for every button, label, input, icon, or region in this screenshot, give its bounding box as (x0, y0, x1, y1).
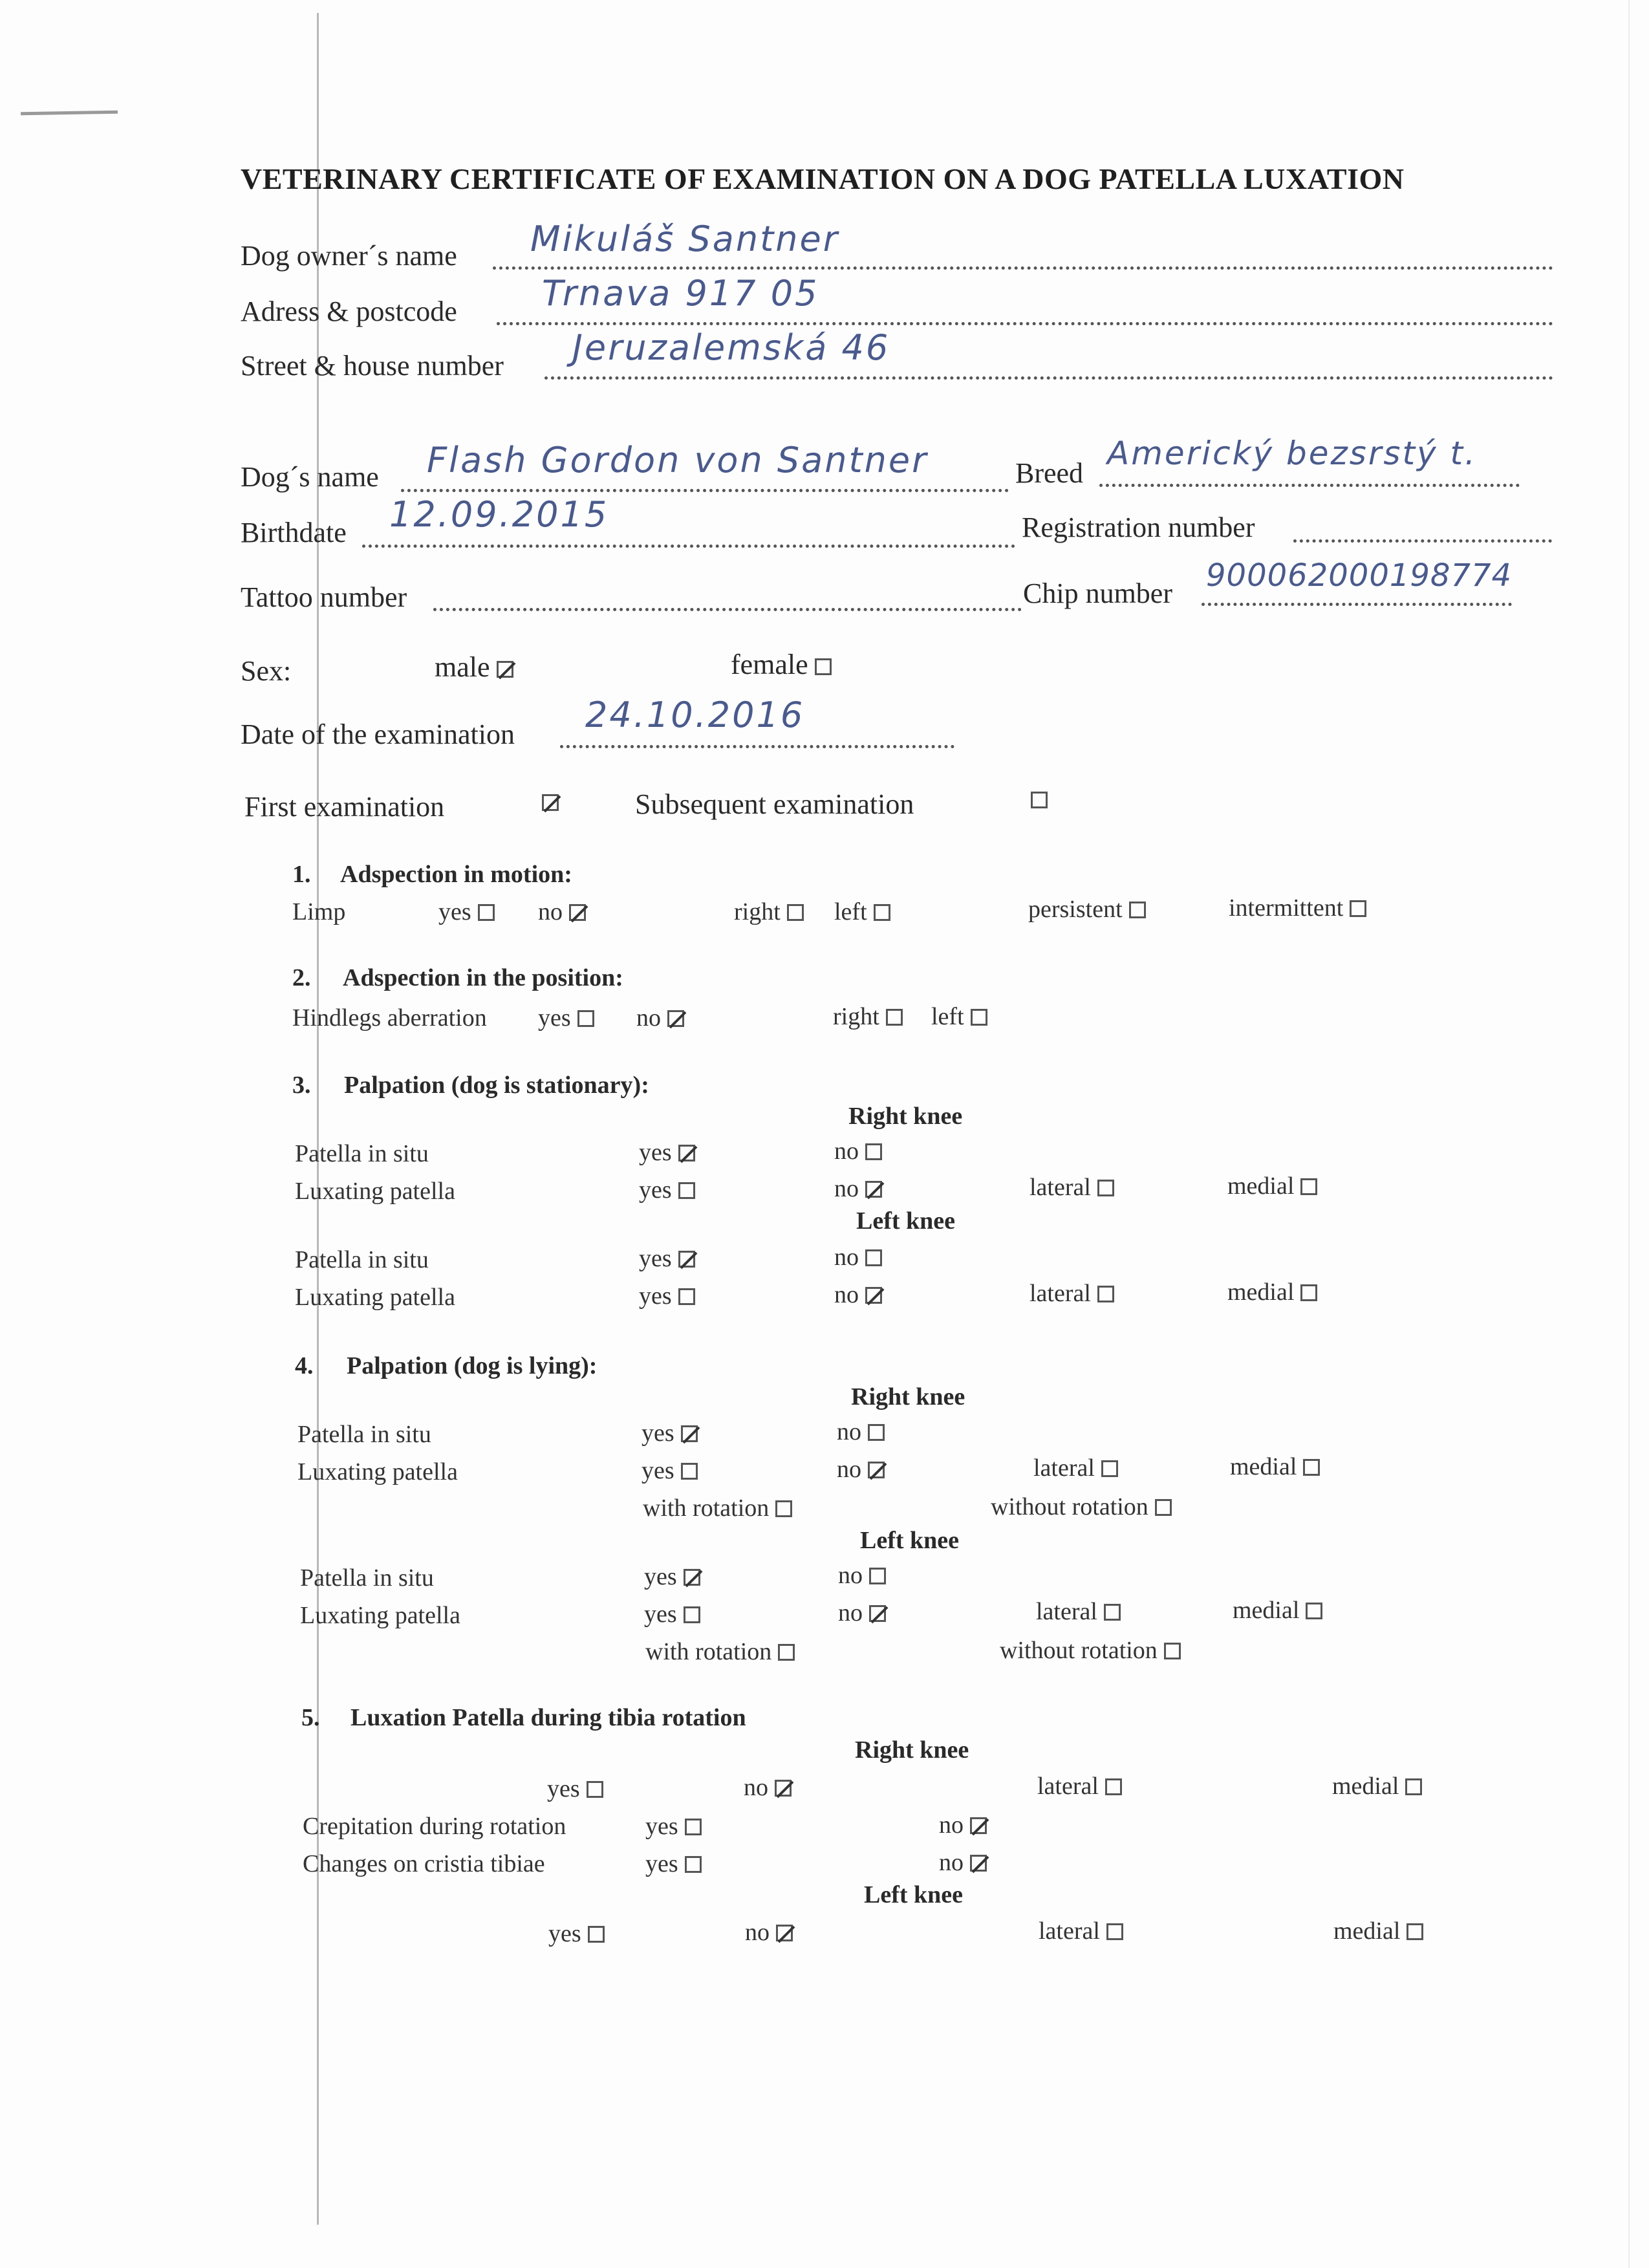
exam-date-label: Date of the examination (241, 718, 515, 750)
s3-lk-luxating-label: Luxating patella (295, 1284, 455, 1311)
s4-rk-luxating-yes-checkbox[interactable] (681, 1463, 698, 1480)
s4-lk-patella-yes-label: yes (644, 1563, 677, 1590)
s5-changes-label: Changes on cristia tibiae (303, 1850, 545, 1877)
registration-label: Registration number (1022, 512, 1255, 543)
s3-lk-luxating-yes[interactable] (639, 1282, 695, 1310)
s4-lk-without-rotation-checkbox[interactable] (1164, 1643, 1181, 1659)
sex-label: Sex: (241, 655, 292, 687)
s3-rk-patella-yes-label: yes (639, 1139, 672, 1166)
s2-number: 2. (292, 964, 311, 991)
chip-label: Chip number (1023, 578, 1172, 609)
s5-title: Luxation Patella during tibia rotation (350, 1704, 746, 1731)
s3-rk-medial-label: medial (1227, 1172, 1295, 1200)
s4-rk-patella-yes[interactable] (641, 1419, 698, 1447)
s4-lk-patella-no[interactable] (838, 1561, 886, 1590)
s1-no-checkbox[interactable] (569, 904, 586, 921)
first-exam-label: First examination (244, 791, 445, 823)
exam-date-value[interactable]: 24.10.2016 (585, 695, 805, 735)
s1-intermittent-checkbox[interactable] (1350, 900, 1366, 917)
subsequent-exam-option[interactable] (1024, 792, 1048, 810)
s2-no-checkbox[interactable] (667, 1010, 684, 1027)
s5-lk-lateral[interactable] (1039, 1917, 1123, 1945)
sex-female-checkbox[interactable] (815, 658, 832, 675)
s4-rk-with-rotation-checkbox[interactable] (775, 1500, 792, 1517)
s4-lk-medial-checkbox[interactable] (1306, 1603, 1322, 1619)
s4-lk-without-rotation[interactable] (1000, 1636, 1181, 1665)
s5-crepitation-no-label: no (939, 1811, 964, 1839)
s5-crepitation-yes[interactable] (645, 1812, 702, 1841)
s1-yes-option[interactable] (438, 898, 495, 926)
s5-lk-no-checkbox[interactable] (776, 1925, 793, 1941)
s4-rk-without-rotation-checkbox[interactable] (1155, 1499, 1172, 1516)
s2-title: Adspection in the position: (343, 964, 623, 991)
s1-persistent-option[interactable] (1028, 895, 1146, 923)
s3-lk-patella-no-label: no (834, 1244, 859, 1271)
s1-yes-label: yes (438, 898, 471, 925)
s1-limp-label: Limp (292, 898, 346, 925)
s4-rk-with-rotation-label: with rotation (643, 1495, 770, 1522)
breed-line (1099, 484, 1520, 487)
s3-lk-patella-label: Patella in situ (295, 1246, 429, 1273)
s5-changes-no-checkbox[interactable] (970, 1855, 987, 1872)
s1-right-option[interactable] (734, 898, 804, 926)
s4-lk-with-rotation-label: with rotation (645, 1638, 772, 1665)
s3-rk-luxating-no-checkbox[interactable] (865, 1181, 882, 1198)
s5-lk-yes-checkbox[interactable] (588, 1926, 605, 1943)
s3-rk-medial-checkbox[interactable] (1300, 1178, 1317, 1195)
s5-rk-lateral[interactable] (1037, 1772, 1122, 1800)
s5-lk-no-label: no (745, 1919, 770, 1946)
binding-margin-line (317, 13, 319, 2225)
s4-rk-without-rotation-label: without rotation (991, 1493, 1148, 1520)
s5-rk-yes-label: yes (547, 1775, 580, 1802)
s5-changes-yes-label: yes (645, 1850, 678, 1877)
s4-lk-lateral[interactable] (1036, 1597, 1121, 1626)
address-label: Adress & postcode (241, 296, 457, 327)
s3-lk-patella-no[interactable] (834, 1243, 882, 1271)
s5-crepitation-no-checkbox[interactable] (970, 1817, 987, 1834)
s1-persistent-label: persistent (1028, 896, 1123, 923)
s3-rk-luxating-yes-checkbox[interactable] (678, 1182, 695, 1199)
s5-rk-lateral-label: lateral (1037, 1773, 1099, 1800)
scan-edge-line (1628, 0, 1630, 2268)
s1-right-checkbox[interactable] (787, 904, 804, 921)
street-value[interactable]: Jeruzalemská 46 (572, 327, 890, 368)
s4-rk-without-rotation[interactable] (991, 1493, 1172, 1521)
birthdate-line (362, 545, 1015, 548)
s3-lk-medial-checkbox[interactable] (1300, 1284, 1317, 1301)
s1-left-option[interactable] (834, 898, 890, 926)
s4-lk-with-rotation-checkbox[interactable] (778, 1644, 795, 1661)
s4-lk-luxating-no[interactable] (838, 1599, 886, 1627)
s2-no-option[interactable] (636, 1004, 684, 1032)
s3-rk-patella-yes[interactable] (639, 1138, 695, 1167)
s4-lk-patella-no-label: no (838, 1562, 863, 1589)
s5-crepitation-yes-checkbox[interactable] (685, 1819, 702, 1835)
s5-rk-medial-label: medial (1332, 1773, 1399, 1800)
s3-lk-patella-yes-label: yes (639, 1245, 672, 1272)
s5-rk-yes-checkbox[interactable] (587, 1781, 603, 1798)
s4-rk-lateral-checkbox[interactable] (1101, 1460, 1118, 1477)
s4-rk-patella-no-label: no (837, 1418, 861, 1445)
s5-changes-no-label: no (939, 1849, 964, 1876)
s5-right-knee-heading: Right knee (855, 1736, 969, 1764)
s4-lk-medial-label: medial (1233, 1597, 1300, 1624)
s5-rk-no[interactable] (744, 1773, 792, 1802)
s4-rk-patella-yes-label: yes (641, 1420, 674, 1447)
s5-crepitation-yes-label: yes (645, 1813, 678, 1840)
s4-number: 4. (295, 1352, 314, 1379)
s4-lk-patella-yes-checkbox[interactable] (684, 1569, 700, 1586)
s5-crepitation-label: Crepitation during rotation (303, 1813, 566, 1840)
s5-left-knee-heading: Left knee (864, 1881, 964, 1908)
sex-male-checkbox[interactable] (497, 661, 513, 678)
s5-crepitation-no[interactable] (939, 1811, 987, 1839)
s4-rk-lateral-label: lateral (1033, 1454, 1095, 1482)
s3-lk-lateral-label: lateral (1029, 1280, 1091, 1307)
s4-right-knee-heading: Right knee (851, 1383, 965, 1410)
s5-rk-no-checkbox[interactable] (775, 1780, 792, 1797)
s1-intermittent-option[interactable] (1229, 894, 1366, 922)
s3-rk-medial[interactable] (1227, 1172, 1317, 1200)
s3-rk-patella-no-checkbox[interactable] (865, 1143, 882, 1160)
s2-yes-label: yes (538, 1004, 571, 1031)
s4-lk-lateral-label: lateral (1036, 1598, 1097, 1625)
dog-name-line (401, 489, 1009, 492)
s3-rk-patella-no[interactable] (834, 1137, 882, 1165)
chip-value[interactable]: 900062000198774 (1206, 557, 1513, 594)
s3-rk-luxating-no-label: no (834, 1175, 859, 1202)
s1-no-option[interactable] (538, 898, 586, 926)
s3-rk-luxating-label: Luxating patella (295, 1178, 455, 1205)
s4-lk-patella-no-checkbox[interactable] (869, 1568, 886, 1584)
s4-rk-medial[interactable] (1230, 1453, 1320, 1481)
s2-hindlegs-label: Hindlegs aberration (292, 1004, 487, 1031)
owner-name-value[interactable]: Mikuláš Santner (530, 219, 839, 259)
s3-lk-luxating-no-label: no (834, 1281, 859, 1308)
birthdate-value[interactable]: 12.09.2015 (389, 494, 609, 535)
owner-name-line (493, 266, 1553, 270)
s4-lk-luxating-no-label: no (838, 1599, 863, 1626)
s5-rk-medial[interactable] (1332, 1772, 1422, 1800)
s3-rk-patella-yes-checkbox[interactable] (678, 1145, 695, 1161)
s2-no-label: no (636, 1004, 661, 1031)
street-label: Street & house number (241, 350, 504, 382)
s3-number: 3. (292, 1072, 311, 1099)
s3-rk-patella-no-label: no (834, 1138, 859, 1165)
s1-title: Adspection in motion: (340, 861, 572, 888)
s5-changes-yes-checkbox[interactable] (685, 1856, 702, 1873)
s4-left-knee-heading: Left knee (860, 1527, 960, 1554)
s3-right-knee-heading: Right knee (848, 1103, 963, 1130)
first-exam-checkbox[interactable] (542, 794, 559, 811)
s4-rk-luxating-no[interactable] (837, 1455, 885, 1484)
s2-left-option[interactable] (931, 1002, 987, 1031)
s2-left-checkbox[interactable] (971, 1009, 987, 1026)
s4-rk-medial-label: medial (1230, 1453, 1297, 1480)
s5-lk-medial[interactable] (1333, 1917, 1423, 1945)
s3-rk-luxating-yes-label: yes (639, 1176, 672, 1204)
s3-lk-patella-yes-checkbox[interactable] (678, 1251, 695, 1268)
scan-corner-mark (21, 111, 118, 116)
s4-lk-with-rotation[interactable] (645, 1637, 795, 1666)
s1-left-checkbox[interactable] (874, 904, 890, 921)
s2-yes-checkbox[interactable] (577, 1010, 594, 1027)
exam-date-line (560, 745, 954, 748)
sex-female-option[interactable] (731, 648, 832, 681)
s4-rk-luxating-yes-label: yes (641, 1457, 674, 1484)
s5-lk-yes[interactable] (548, 1919, 605, 1948)
s3-rk-lateral[interactable] (1029, 1173, 1114, 1202)
s4-rk-patella-yes-checkbox[interactable] (681, 1425, 698, 1442)
s4-rk-medial-checkbox[interactable] (1303, 1459, 1320, 1476)
address-line (497, 322, 1553, 325)
s4-rk-luxating-no-label: no (837, 1456, 861, 1483)
s4-title: Palpation (dog is lying): (347, 1352, 598, 1379)
s3-lk-lateral[interactable] (1029, 1279, 1114, 1308)
s3-rk-lateral-label: lateral (1029, 1174, 1091, 1201)
owner-name-label: Dog owner´s name (241, 240, 457, 272)
tattoo-line (433, 608, 1022, 611)
s5-changes-no[interactable] (939, 1848, 987, 1877)
s2-left-label: left (931, 1003, 964, 1030)
s3-lk-luxating-yes-checkbox[interactable] (678, 1288, 695, 1305)
s4-rk-patella-label: Patella in situ (297, 1421, 431, 1448)
s4-rk-luxating-label: Luxating patella (297, 1458, 458, 1485)
address-value[interactable]: Trnava 917 05 (542, 273, 819, 314)
dog-name-label: Dog´s name (241, 461, 379, 493)
street-line (544, 376, 1553, 380)
s3-rk-patella-label: Patella in situ (295, 1140, 429, 1167)
birthdate-label: Birthdate (241, 517, 347, 548)
s3-rk-lateral-checkbox[interactable] (1097, 1180, 1114, 1196)
s4-lk-medial[interactable] (1233, 1596, 1322, 1625)
dog-name-value[interactable]: Flash Gordon von Santner (427, 440, 929, 481)
sex-male-label: male (435, 651, 490, 683)
s3-title: Palpation (dog is stationary): (344, 1072, 649, 1099)
s3-lk-luxating-no[interactable] (834, 1280, 882, 1309)
s4-lk-luxating-yes-checkbox[interactable] (684, 1606, 700, 1623)
s2-yes-option[interactable] (538, 1004, 594, 1032)
s4-rk-with-rotation[interactable] (643, 1494, 792, 1522)
s1-yes-checkbox[interactable] (478, 904, 495, 921)
s2-right-label: right (833, 1003, 879, 1030)
s5-lk-yes-label: yes (548, 1920, 581, 1947)
s3-lk-patella-yes[interactable] (639, 1244, 695, 1273)
chip-line (1202, 603, 1512, 606)
s3-lk-medial-label: medial (1227, 1279, 1295, 1306)
s4-lk-patella-label: Patella in situ (300, 1564, 434, 1592)
s3-rk-luxating-yes[interactable] (639, 1176, 695, 1204)
s4-lk-luxating-no-checkbox[interactable] (869, 1605, 886, 1622)
s3-lk-luxating-no-checkbox[interactable] (865, 1287, 882, 1304)
s1-right-label: right (734, 898, 781, 925)
s4-rk-patella-no-checkbox[interactable] (868, 1424, 885, 1441)
s5-rk-yes[interactable] (547, 1775, 603, 1803)
s4-rk-luxating-yes[interactable] (641, 1456, 698, 1485)
first-exam-option[interactable] (535, 794, 559, 813)
s4-lk-patella-yes[interactable] (644, 1562, 700, 1591)
certificate-title: VETERINARY CERTIFICATE OF EXAMINATION ON A DOG PATELLA LUXATION (241, 162, 1405, 195)
s3-rk-luxating-no[interactable] (834, 1174, 882, 1203)
s5-lk-medial-checkbox[interactable] (1406, 1923, 1423, 1940)
s5-rk-no-label: no (744, 1774, 768, 1801)
s5-lk-lateral-label: lateral (1039, 1917, 1100, 1945)
subsequent-exam-label: Subsequent examination (635, 788, 914, 820)
s5-rk-lateral-checkbox[interactable] (1105, 1778, 1122, 1795)
s3-left-knee-heading: Left knee (856, 1207, 956, 1235)
registration-line (1293, 539, 1552, 543)
s5-lk-medial-label: medial (1333, 1917, 1401, 1945)
s2-right-checkbox[interactable] (886, 1009, 903, 1026)
sex-male-option[interactable] (435, 651, 513, 684)
subsequent-exam-checkbox[interactable] (1031, 792, 1048, 808)
s1-intermittent-label: intermittent (1229, 894, 1344, 922)
s1-persistent-checkbox[interactable] (1129, 902, 1146, 918)
s4-rk-luxating-no-checkbox[interactable] (868, 1462, 885, 1478)
s4-lk-luxating-yes[interactable] (644, 1600, 700, 1628)
s4-lk-luxating-yes-label: yes (644, 1601, 677, 1628)
s3-lk-lateral-checkbox[interactable] (1097, 1286, 1114, 1302)
s4-rk-patella-no[interactable] (837, 1418, 885, 1446)
sex-female-label: female (731, 649, 808, 680)
s2-right-option[interactable] (833, 1002, 903, 1031)
s1-no-label: no (538, 898, 563, 925)
breed-label: Breed (1015, 457, 1084, 489)
s4-lk-luxating-label: Luxating patella (300, 1602, 460, 1629)
s3-lk-patella-no-checkbox[interactable] (865, 1249, 882, 1266)
s1-number: 1. (292, 861, 311, 888)
s4-lk-without-rotation-label: without rotation (1000, 1637, 1158, 1664)
s4-lk-lateral-checkbox[interactable] (1104, 1604, 1121, 1621)
s5-number: 5. (301, 1704, 320, 1731)
s4-rk-lateral[interactable] (1033, 1454, 1118, 1482)
breed-value[interactable]: Americký bezsrstý t. (1107, 435, 1478, 472)
s5-changes-yes[interactable] (645, 1850, 702, 1878)
s3-lk-luxating-yes-label: yes (639, 1282, 672, 1310)
s5-lk-no[interactable] (745, 1918, 793, 1947)
s1-left-label: left (834, 898, 867, 925)
s5-rk-medial-checkbox[interactable] (1405, 1778, 1422, 1795)
tattoo-label: Tattoo number (241, 581, 407, 613)
s5-lk-lateral-checkbox[interactable] (1106, 1923, 1123, 1940)
s3-lk-medial[interactable] (1227, 1278, 1317, 1306)
